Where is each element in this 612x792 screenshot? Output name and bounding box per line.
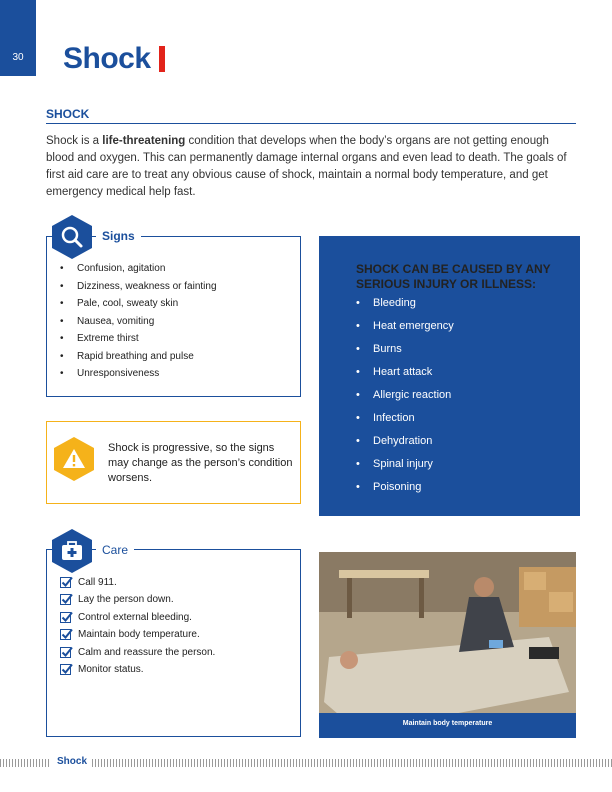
list-item: • Pale, cool, sweaty skin — [60, 297, 217, 315]
intro-emphasis: life-threatening — [102, 135, 186, 147]
causes-heading: SHOCK CAN BE CAUSED BY ANY SERIOUS INJURY OR ILLNESS: — [356, 262, 551, 291]
signs-list — [60, 262, 217, 385]
list-item: • Nausea, vomiting — [60, 315, 217, 333]
list-item: • Confusion, agitation — [60, 262, 217, 280]
list-item: • Rapid breathing and pulse — [60, 350, 217, 368]
checklist-item: Call 911. — [60, 576, 215, 593]
list-item: • Bleeding — [356, 295, 454, 318]
causes-list — [356, 295, 454, 502]
footer-rule-right — [92, 759, 612, 767]
intro-paragraph: Shock is a life-threatening condition that develops when the body’s organs are not getting enough blood and oxygen. This can permanently damage internal organs and even lead to death. The goals of first aid care are to treat any obvious cause of shock, maintain a normal body temperature, and get emergency medical help fast. — [46, 135, 567, 198]
page-number-tab — [0, 0, 36, 76]
checklist-item: Calm and reassure the person. — [60, 646, 215, 663]
list-item: • Unresponsiveness — [60, 367, 217, 385]
chapter-title: Shock — [63, 42, 151, 75]
warning-text: Shock is progressive, so the signs may change as the person’s condition worsens. — [108, 442, 293, 484]
checkbox-checked-icon — [60, 612, 71, 623]
list-item: • Poisoning — [356, 479, 454, 502]
section-heading: SHOCK — [46, 107, 90, 121]
checkbox-checked-icon — [60, 594, 71, 605]
photo-caption: Maintain body temperature — [402, 720, 493, 727]
footer-rule-left — [0, 759, 50, 767]
care-checklist — [60, 576, 215, 680]
list-item: • Heart attack — [356, 364, 454, 387]
checklist-item: Monitor status. — [60, 663, 215, 680]
section-divider — [46, 123, 576, 124]
signs-title: Signs — [96, 229, 141, 243]
list-item: • Extreme thirst — [60, 332, 217, 350]
checkbox-checked-icon — [60, 647, 71, 658]
checklist-item: Control external bleeding. — [60, 611, 215, 628]
list-item: • Dizziness, weakness or fainting — [60, 280, 217, 298]
list-item: • Spinal injury — [356, 456, 454, 479]
care-title: Care — [96, 543, 134, 557]
checkbox-checked-icon — [60, 629, 71, 640]
checklist-item: Maintain body temperature. — [60, 628, 215, 645]
title-accent-bar — [159, 46, 165, 72]
list-item: • Infection — [356, 410, 454, 433]
page-number: 30 — [12, 52, 24, 63]
checklist-item: Lay the person down. — [60, 593, 215, 610]
list-item: • Allergic reaction — [356, 387, 454, 410]
list-item: • Heat emergency — [356, 318, 454, 341]
checkbox-checked-icon — [60, 577, 71, 588]
list-item: • Dehydration — [356, 433, 454, 456]
footer-label: Shock — [57, 756, 88, 767]
checkbox-checked-icon — [60, 664, 71, 675]
first-aid-photo — [319, 552, 576, 738]
list-item: • Burns — [356, 341, 454, 364]
